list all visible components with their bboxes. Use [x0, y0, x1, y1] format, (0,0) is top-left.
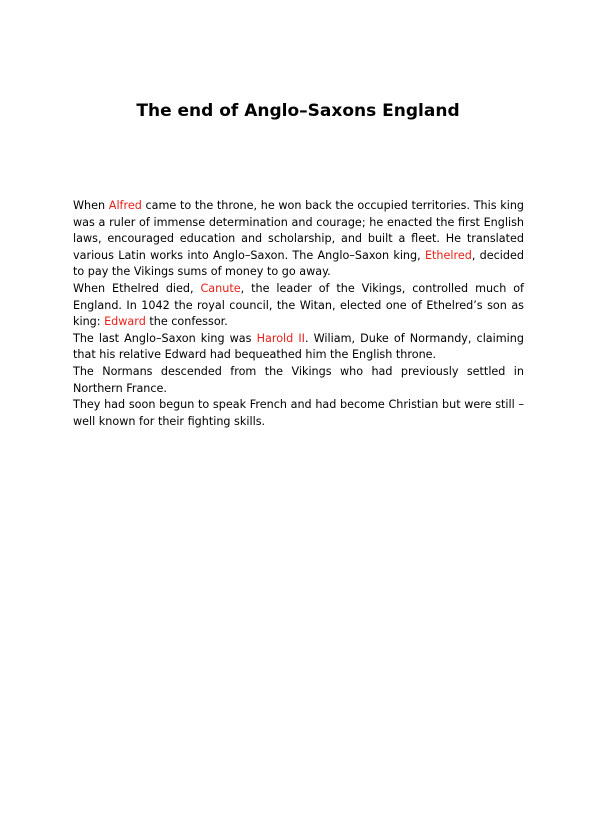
highlighted-name-alfred: Alfred [108, 199, 142, 212]
paragraph-french [73, 397, 524, 430]
highlighted-name-canute: Canute [200, 281, 241, 295]
text-segment: The last Anglo–Saxon king was [73, 331, 257, 345]
highlighted-name-harold: Harold II [256, 331, 305, 345]
highlighted-name-ethelred: Ethelred [424, 248, 472, 262]
text-segment: They had soon begun to speak French and had become Christian but were still – well known for their fighting skills. [73, 398, 524, 428]
text-segment: When Ethelred died, [73, 281, 201, 295]
text-segment: came to the throne, he won back the occupied territories. This king was a ruler of immense determination and courage; he enacted the first English laws, encouraged education and scholarship, and built a fleet. He translated various Latin works into Anglo–Saxon. The Anglo–Saxon king, [73, 199, 525, 262]
text-segment: the confessor. [145, 315, 228, 329]
paragraph-harold [73, 331, 524, 364]
text-segment: . Wiliam, Duke of Normandy, claiming that his relative Edward had bequeathed him the English throne. [73, 331, 524, 362]
paragraph-canute [73, 281, 524, 331]
paragraph-normans [73, 364, 524, 397]
text-segment: The Normans descended from the Vikings who had previously settled in Northern France. [73, 364, 524, 395]
page-title: The end of Anglo–Saxons England [136, 101, 460, 121]
paragraph-alfred [73, 198, 524, 281]
text-segment: , the leader of the Vikings, controlled much of England. In 1042 the royal council, the Witan, elected one of Ethelred’s son as king: [73, 281, 524, 329]
text-segment: When [73, 199, 109, 212]
text-segment: , decided to pay the Vikings sums of money to go away. [73, 248, 524, 279]
article-body [73, 198, 524, 430]
highlighted-name-edward: Edward [104, 315, 146, 329]
